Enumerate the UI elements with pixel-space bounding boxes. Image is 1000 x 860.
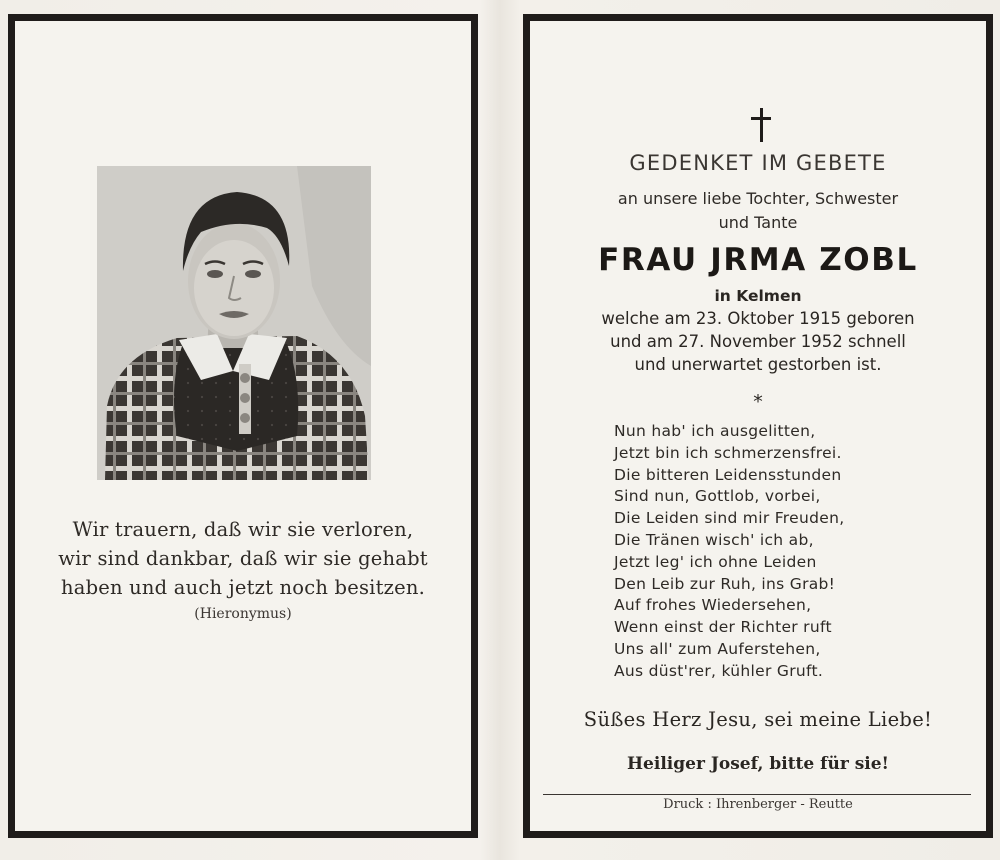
quote xyxy=(15,515,471,602)
separator-asterisk: * xyxy=(753,391,763,413)
printer-imprint: Druck : Ihrenberger - Reutte xyxy=(663,797,853,812)
poem-line: Wenn einst der Richter ruft xyxy=(614,618,832,637)
poem-line: Aus düst'rer, kühler Gruft. xyxy=(614,661,824,680)
heading: GEDENKET IM GEBETE xyxy=(629,151,887,175)
portrait-photo xyxy=(97,166,371,480)
location: in Kelmen xyxy=(714,287,802,305)
poem-line: Uns all' zum Auferstehen, xyxy=(614,639,821,658)
deceased-name: FRAU JRMA ZOBL xyxy=(598,242,918,278)
poem-line: Den Leib zur Ruh, ins Grab! xyxy=(614,574,836,593)
poem xyxy=(614,421,954,683)
right-panel xyxy=(523,14,993,838)
quote-line: Wir trauern, daß wir sie verloren, xyxy=(72,518,414,541)
poem-line: Jetzt leg' ich ohne Leiden xyxy=(614,552,817,571)
portrait-image xyxy=(97,166,371,480)
poem-line: Sind nun, Gottlob, vorbei, xyxy=(614,487,821,506)
body-line: und am 27. November 1952 schnell xyxy=(610,332,906,351)
poem-line: Jetzt bin ich schmerzensfrei. xyxy=(614,443,842,462)
invocation-sacred-heart: Süßes Herz Jesu, sei meine Liebe! xyxy=(583,708,933,731)
left-panel xyxy=(8,14,478,838)
poem-line: Nun hab' ich ausgelitten, xyxy=(614,422,816,440)
body-line: und unerwartet gestorben ist. xyxy=(634,355,882,374)
invocation-saint-joseph: Heiliger Josef, bitte für sie! xyxy=(626,754,889,774)
quote-attribution: (Hieronymus) xyxy=(194,606,292,622)
quote-line: haben und auch jetzt noch besitzen. xyxy=(60,576,425,599)
quote-line: wir sind dankbar, daß wir sie gehabt xyxy=(58,547,428,570)
subtitle-line: und Tante xyxy=(718,213,798,232)
subtitle-line: an unsere liebe Tochter, Schwester xyxy=(617,189,899,208)
poem-line: Auf frohes Wiedersehen, xyxy=(614,596,812,615)
cross-icon xyxy=(751,108,771,142)
poem-line: Die Tränen wisch' ich ab, xyxy=(614,530,814,549)
divider xyxy=(543,794,971,795)
poem-line: Die Leiden sind mir Freuden, xyxy=(614,509,845,528)
body-line: welche am 23. Oktober 1915 geboren xyxy=(601,309,915,328)
poem-line: Die bitteren Leidensstunden xyxy=(614,465,842,484)
